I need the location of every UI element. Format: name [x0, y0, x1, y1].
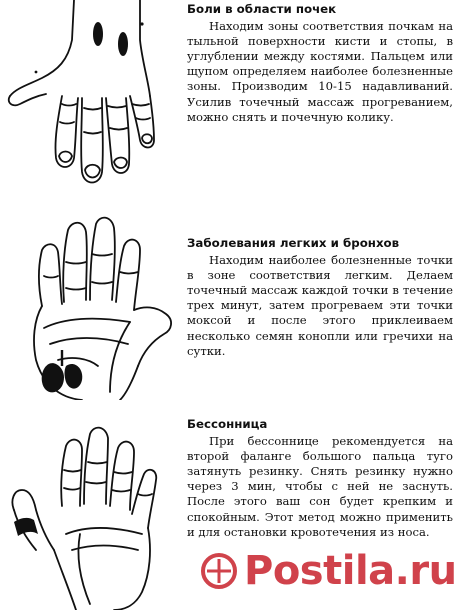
hand-back-illustration [2, 0, 184, 196]
section-lungs [0, 200, 460, 400]
section-body: При бессоннице рекомендуется на второй фаланге большого пальца туго затянуть резинку. Снять резинку нужно через 3 мин, чтобы с ней не заснуть. После этого ваш сон будет крепким и спокойным. Этот метод можно применить и для остановки кровотечения из носа. [187, 434, 453, 539]
section-text-block [187, 2, 453, 125]
palm-with-band-illustration [2, 410, 184, 610]
postila-logo-icon [200, 552, 238, 590]
postila-watermark [200, 548, 457, 594]
section-kidneys [0, 0, 460, 200]
section-title: Заболевания легких и бронхов [187, 236, 400, 250]
palm-illustration [2, 210, 184, 400]
watermark-text: Postila.ru [244, 548, 457, 594]
palm-drawing [2, 210, 184, 400]
section-title: Бессонница [187, 417, 268, 431]
section-body: Находим наиболее болезненные точки в зоне соответствия легким. Делаем точечный массаж каждой точки в течение трех минут, затем прогреваем эти точки моксой и после этого приклеиваем несколько семян конопли или гречихи на сутки. [187, 253, 453, 358]
section-title: Боли в области почек [187, 2, 337, 16]
section-text-block [187, 417, 453, 540]
hand-back-drawing [2, 0, 184, 196]
section-body: Находим зоны соответствия почкам на тыльной поверхности кисти и стопы, в углублении между костями. Пальцем или щупом определяем наиболее болезненные зоны. Производим 10-15 надавливаний. Усилив точечный массаж прогреванием, можно снять и почечную колику. [187, 19, 453, 124]
palm-band-drawing [2, 410, 184, 610]
section-text-block [187, 236, 453, 359]
